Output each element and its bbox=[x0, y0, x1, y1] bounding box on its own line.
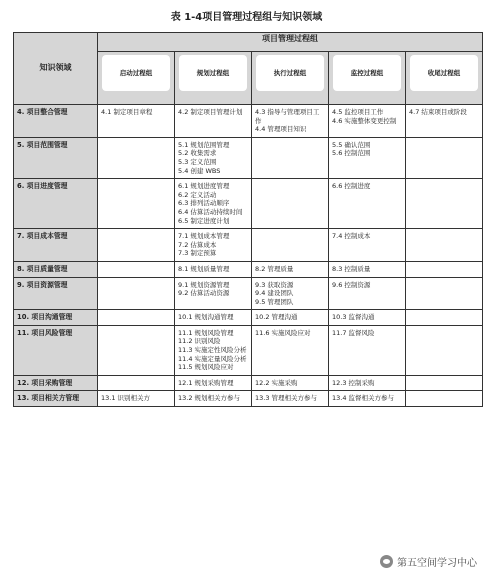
process-item: 12.1 规划采购管理 bbox=[178, 378, 234, 387]
phase-header-cell bbox=[252, 52, 329, 105]
process-cell bbox=[98, 261, 175, 277]
process-item: 4.6 实施整体变更控制 bbox=[332, 116, 397, 125]
knowledge-area-label: 9. 项目资源管理 bbox=[14, 277, 98, 310]
knowledge-area-label: 10. 项目沟通管理 bbox=[14, 310, 98, 326]
process-cell bbox=[406, 375, 483, 391]
process-item: 5.5 确认范围 bbox=[332, 140, 371, 149]
process-cell bbox=[406, 229, 483, 262]
process-cell bbox=[329, 137, 406, 178]
process-cell bbox=[98, 105, 175, 138]
process-item: 9.1 规划资源管理 bbox=[178, 280, 230, 289]
process-cell bbox=[175, 137, 252, 178]
phase-header-cell bbox=[175, 52, 252, 105]
process-cell bbox=[406, 261, 483, 277]
process-item: 13.2 规划相关方参与 bbox=[178, 394, 241, 403]
process-item: 5.1 规划范围管理 bbox=[178, 140, 230, 149]
process-cell bbox=[252, 375, 329, 391]
process-cell bbox=[98, 310, 175, 326]
process-cell bbox=[406, 179, 483, 229]
process-cell bbox=[329, 261, 406, 277]
table-row bbox=[14, 310, 483, 326]
process-item: 7.4 控制成本 bbox=[332, 232, 371, 241]
process-item: 6.6 控制进度 bbox=[332, 182, 371, 191]
process-item: 4.7 结束项目或阶段 bbox=[409, 108, 467, 116]
knowledge-area-label: 4. 项目整合管理 bbox=[14, 105, 98, 138]
process-item: 4.5 监控项目工作 bbox=[332, 108, 384, 116]
process-item: 11.4 实施定量风险分析 bbox=[178, 354, 247, 363]
group-header: 项目管理过程组 bbox=[98, 33, 483, 52]
process-cell bbox=[329, 277, 406, 310]
table-body bbox=[14, 105, 483, 407]
process-cell bbox=[252, 179, 329, 229]
table-row bbox=[14, 105, 483, 138]
process-item: 10.3 监督沟通 bbox=[332, 313, 375, 322]
process-cell bbox=[175, 277, 252, 310]
process-item: 6.2 定义活动 bbox=[178, 190, 217, 199]
process-cell bbox=[175, 325, 252, 375]
process-cell bbox=[329, 375, 406, 391]
knowledge-area-label: 11. 项目风险管理 bbox=[14, 325, 98, 375]
table-row bbox=[14, 375, 483, 391]
phase-header-label: 规划过程组 bbox=[179, 55, 247, 91]
process-cell bbox=[98, 137, 175, 178]
process-item: 9.4 建设团队 bbox=[255, 289, 294, 298]
process-item: 9.6 控制资源 bbox=[332, 280, 371, 289]
process-cell bbox=[98, 277, 175, 310]
process-item: 13.3 管理相关方参与 bbox=[255, 394, 318, 403]
knowledge-area-label: 8. 项目质量管理 bbox=[14, 261, 98, 277]
process-cell bbox=[252, 137, 329, 178]
process-cell bbox=[175, 179, 252, 229]
process-cell bbox=[175, 310, 252, 326]
process-knowledge-table bbox=[13, 32, 483, 407]
process-item: 9.3 获取资源 bbox=[255, 280, 294, 289]
process-item: 6.3 排列活动顺序 bbox=[178, 199, 230, 208]
table-row bbox=[14, 137, 483, 178]
process-item: 5.4 创建 WBS bbox=[178, 166, 221, 175]
process-cell bbox=[329, 229, 406, 262]
process-item: 4.1 制定项目章程 bbox=[101, 108, 153, 116]
process-cell bbox=[329, 325, 406, 375]
phase-header-cell bbox=[98, 52, 175, 105]
table-row bbox=[14, 179, 483, 229]
process-item: 11.2 识别风险 bbox=[178, 337, 221, 346]
process-cell bbox=[98, 179, 175, 229]
knowledge-area-label: 5. 项目范围管理 bbox=[14, 137, 98, 178]
process-item: 10.1 规划沟通管理 bbox=[178, 313, 234, 322]
process-item: 8.2 管理质量 bbox=[255, 264, 294, 273]
process-cell bbox=[98, 391, 175, 407]
process-item: 6.5 制定进度计划 bbox=[178, 216, 230, 225]
process-item: 11.1 规划风险管理 bbox=[178, 328, 234, 337]
process-cell bbox=[175, 229, 252, 262]
table-row bbox=[14, 229, 483, 262]
knowledge-area-label: 12. 项目采购管理 bbox=[14, 375, 98, 391]
process-item: 4.2 制定项目管理计划 bbox=[178, 108, 243, 116]
phase-header-cell bbox=[406, 52, 483, 105]
process-item: 6.4 估算活动持续时间 bbox=[178, 207, 243, 216]
process-cell bbox=[329, 179, 406, 229]
process-item: 12.3 控制采购 bbox=[332, 378, 375, 387]
process-cell bbox=[252, 391, 329, 407]
process-cell bbox=[252, 229, 329, 262]
process-item: 5.3 定义范围 bbox=[178, 157, 217, 166]
process-cell bbox=[175, 105, 252, 138]
table-row bbox=[14, 261, 483, 277]
process-item: 12.2 实施采购 bbox=[255, 378, 298, 387]
process-item: 5.2 收集需求 bbox=[178, 149, 217, 158]
process-item: 11.6 实施风险应对 bbox=[255, 328, 311, 337]
process-item: 11.3 实施定性风险分析 bbox=[178, 346, 247, 355]
process-cell bbox=[329, 105, 406, 138]
process-cell bbox=[98, 229, 175, 262]
process-item: 7.3 制定预算 bbox=[178, 249, 217, 258]
process-cell bbox=[252, 105, 329, 138]
phase-header-label: 监控过程组 bbox=[333, 55, 401, 91]
process-cell bbox=[406, 391, 483, 407]
process-cell bbox=[98, 325, 175, 375]
table-row bbox=[14, 325, 483, 375]
process-item: 9.5 管理团队 bbox=[255, 297, 294, 306]
process-cell bbox=[252, 325, 329, 375]
process-cell bbox=[175, 375, 252, 391]
process-item: 9.2 估算活动资源 bbox=[178, 289, 230, 298]
process-item: 11.7 监督风险 bbox=[332, 328, 375, 337]
phase-header-label: 执行过程组 bbox=[256, 55, 324, 91]
process-cell bbox=[98, 375, 175, 391]
knowledge-area-label: 6. 项目进度管理 bbox=[14, 179, 98, 229]
process-item: 13.1 识别相关方 bbox=[101, 394, 151, 403]
phase-header-label: 启动过程组 bbox=[102, 55, 170, 91]
process-cell bbox=[406, 310, 483, 326]
process-cell bbox=[406, 137, 483, 178]
process-item: 5.6 控制范围 bbox=[332, 149, 371, 158]
table-row bbox=[14, 391, 483, 407]
process-cell bbox=[406, 105, 483, 138]
table-row bbox=[14, 277, 483, 310]
process-cell bbox=[252, 261, 329, 277]
process-item: 13.4 监督相关方参与 bbox=[332, 394, 395, 403]
process-item: 7.1 规划成本管理 bbox=[178, 232, 230, 241]
knowledge-area-label: 7. 项目成本管理 bbox=[14, 229, 98, 262]
process-item: 4.3 指导与管理项目工作 bbox=[255, 108, 320, 125]
process-item: 7.2 估算成本 bbox=[178, 240, 217, 249]
process-cell bbox=[252, 310, 329, 326]
process-item: 4.4 管理项目知识 bbox=[255, 125, 307, 134]
watermark-text: 第五空间学习中心 bbox=[397, 558, 477, 569]
watermark bbox=[380, 554, 477, 569]
process-item: 10.2 管理沟通 bbox=[255, 313, 298, 322]
process-cell bbox=[252, 277, 329, 310]
phase-header-cell bbox=[329, 52, 406, 105]
process-item: 8.1 规划质量管理 bbox=[178, 264, 230, 273]
process-cell bbox=[175, 261, 252, 277]
wechat-icon bbox=[380, 555, 393, 568]
process-item: 8.3 控制质量 bbox=[332, 264, 371, 273]
process-item: 6.1 规划进度管理 bbox=[178, 182, 230, 191]
process-cell bbox=[406, 277, 483, 310]
phase-header-label: 收尾过程组 bbox=[410, 55, 478, 91]
process-cell bbox=[329, 310, 406, 326]
knowledge-area-label: 13. 项目相关方管理 bbox=[14, 391, 98, 407]
process-cell bbox=[406, 325, 483, 375]
process-item: 11.5 规划风险应对 bbox=[178, 363, 234, 372]
process-cell bbox=[329, 391, 406, 407]
process-cell bbox=[175, 391, 252, 407]
table-title: 表 1-4项目管理过程组与知识领域 bbox=[170, 12, 323, 23]
corner-header: 知识领域 bbox=[14, 33, 98, 105]
